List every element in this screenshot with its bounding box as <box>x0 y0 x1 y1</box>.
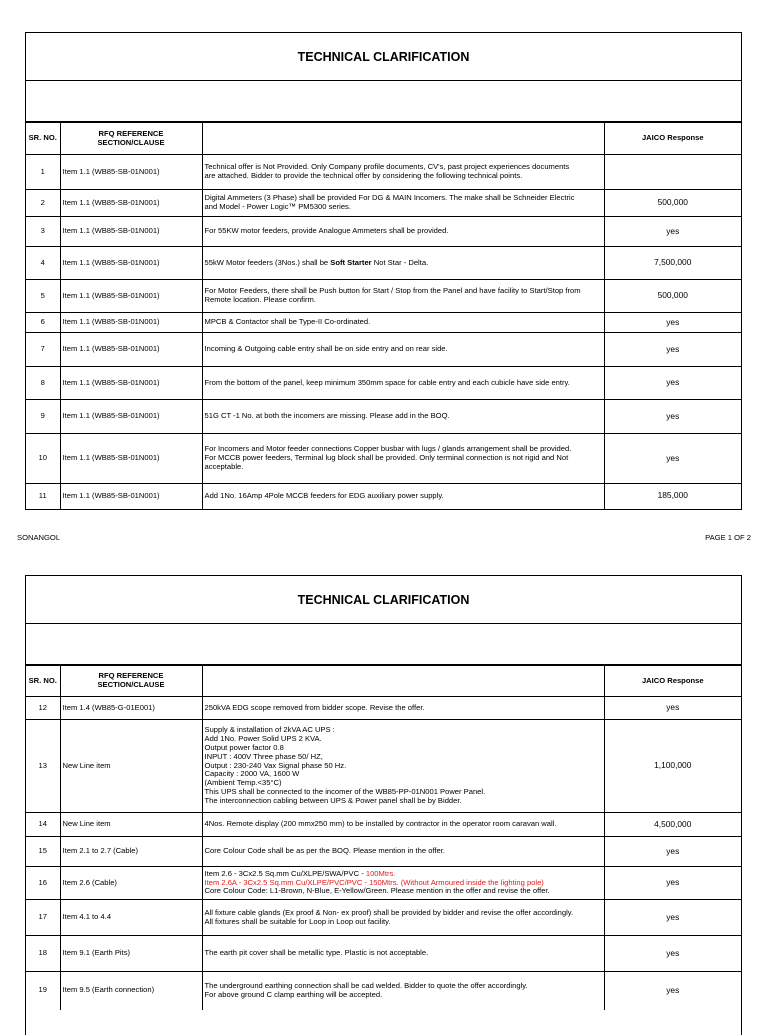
description-text: Core Colour Code: L1-Brown, N-Blue, E-Yellow/Green. Please mention in the offer and revise the offer. <box>204 886 550 896</box>
row-jaico-response: yes <box>604 972 741 1010</box>
description-text: The underground earthing connection shall be cad welded. Bidder to quote the offer accordingly. <box>204 980 528 990</box>
table-row <box>26 484 741 509</box>
row-sr-no: 3 <box>26 217 60 247</box>
description-line <box>205 991 603 1000</box>
row-jaico-response: yes <box>604 400 741 434</box>
description-text: Incoming & Outgoing cable entry shall be on side entry and on rear side. <box>204 344 448 354</box>
description-text: 250kVA EDG scope removed from bidder scope. Revise the offer. <box>204 702 425 712</box>
row-sr-no: 7 <box>26 333 60 367</box>
row-rfq-reference: Item 2.1 to 2.7 (Cable) <box>60 837 202 867</box>
footer-left: SONANGOL <box>17 533 61 542</box>
row-jaico-response: yes <box>604 697 741 720</box>
row-jaico-response: 500,000 <box>604 190 741 217</box>
table-row <box>26 972 741 1010</box>
col-header-sr: SR. NO. <box>26 123 60 155</box>
description-text: 51G CT -1 No. at both the incomers are missing. Please add in the BOQ. <box>204 411 450 421</box>
description-text: Add 1No. 16Amp 4Pole MCCB feeders for EDG auxiliary power supply. <box>204 490 444 500</box>
footer-right: PAGE 1 OF 2 <box>705 533 751 542</box>
description-line <box>205 259 603 268</box>
description-line <box>205 704 603 713</box>
row-rfq-reference: Item 2.6 (Cable) <box>60 867 202 900</box>
row-rfq-reference: Item 1.1 (WB85-SB-01N001) <box>60 400 202 434</box>
row-jaico-response: 4,500,000 <box>604 813 741 837</box>
description-line <box>205 820 603 829</box>
col-header-response: JAICO Response <box>604 666 741 697</box>
row-sr-no: 9 <box>26 400 60 434</box>
table-row <box>26 813 741 837</box>
row-sr-no: 1 <box>26 155 60 190</box>
row-jaico-response: yes <box>604 837 741 867</box>
description-text: For Incomers and Motor feeder connections Copper busbar with lugs / glands arrangement shall be provided. <box>204 444 572 454</box>
row-description <box>202 936 604 972</box>
description-text: All fixtures shall be suitable for Loop in Loop out facility. <box>204 916 391 926</box>
row-sr-no: 4 <box>26 247 60 280</box>
col-header-response: JAICO Response <box>604 123 741 155</box>
row-description <box>202 155 604 190</box>
row-rfq-reference: Item 4.1 to 4.4 <box>60 900 202 936</box>
row-rfq-reference: Item 1.1 (WB85-SB-01N001) <box>60 155 202 190</box>
row-rfq-reference: Item 1.1 (WB85-SB-01N001) <box>60 434 202 484</box>
table-row <box>26 367 741 400</box>
description-text: (Ambient Temp.<35°C) <box>204 778 282 788</box>
row-rfq-reference: Item 9.1 (Earth Pits) <box>60 936 202 972</box>
row-rfq-reference: Item 1.1 (WB85-SB-01N001) <box>60 280 202 313</box>
table-row <box>26 280 741 313</box>
description-text: The earth pit cover shall be metallic type. Plastic is not acceptable. <box>204 948 429 958</box>
description-line <box>205 918 603 927</box>
description-line <box>205 172 603 181</box>
table-row <box>26 936 741 972</box>
row-jaico-response: yes <box>604 900 741 936</box>
row-description <box>202 720 604 813</box>
table-row <box>26 900 741 936</box>
clarification-table <box>26 665 741 1010</box>
description-text: For 55KW motor feeders, provide Analogue Ammeters shall be provided. <box>204 226 449 236</box>
table-row <box>26 400 741 434</box>
table-row <box>26 247 741 280</box>
row-description <box>202 972 604 1010</box>
description-text: MPCB & Contactor shall be Type-II Co-ordinated. <box>204 317 371 327</box>
row-description <box>202 247 604 280</box>
row-rfq-reference: New Line item <box>60 720 202 813</box>
row-jaico-response <box>604 155 741 190</box>
description-line <box>205 492 603 501</box>
description-text: Output power factor 0.8 <box>204 742 284 752</box>
description-text: Item 2.6 - 3Cx2.5 Sq.mm Cu/XLPE/SWA/PVC - <box>204 868 366 878</box>
row-sr-no: 12 <box>26 697 60 720</box>
row-description <box>202 367 604 400</box>
row-sr-no: 5 <box>26 280 60 313</box>
row-sr-no: 19 <box>26 972 60 1010</box>
description-text: This UPS shall be connected to the incomer of the WB85-PP-01N001 Power Panel. <box>204 787 486 797</box>
description-text: For above ground C clamp earthing will be accepted. <box>204 989 383 999</box>
description-line <box>205 887 603 896</box>
description-text: are attached. Bidder to provide the technical offer by considering the following technical points. <box>204 171 523 180</box>
row-jaico-response: yes <box>604 313 741 333</box>
row-jaico-response: yes <box>604 367 741 400</box>
table-row <box>26 217 741 247</box>
page-1 <box>25 32 742 510</box>
description-text: Capacity : 2000 VA, 1600 W <box>204 769 300 779</box>
row-sr-no: 16 <box>26 867 60 900</box>
table-row <box>26 697 741 720</box>
description-line <box>205 345 603 354</box>
row-jaico-response: 1,100,000 <box>604 720 741 813</box>
table-row <box>26 720 741 813</box>
row-description <box>202 900 604 936</box>
row-sr-no: 17 <box>26 900 60 936</box>
row-jaico-response: 7,500,000 <box>604 247 741 280</box>
row-sr-no: 15 <box>26 837 60 867</box>
row-sr-no: 13 <box>26 720 60 813</box>
row-description <box>202 313 604 333</box>
description-text: INPUT : 400V Three phase 50/ HZ, <box>204 751 323 761</box>
table-body <box>26 697 741 1010</box>
row-jaico-response: yes <box>604 936 741 972</box>
description-line <box>205 227 603 236</box>
row-description <box>202 697 604 720</box>
row-jaico-response: yes <box>604 333 741 367</box>
row-rfq-reference: Item 1.1 (WB85-SB-01N001) <box>60 484 202 509</box>
table-row <box>26 837 741 867</box>
description-line <box>205 379 603 388</box>
table-row <box>26 313 741 333</box>
table-header-row <box>26 123 741 155</box>
row-description <box>202 190 604 217</box>
blank-header-row <box>26 81 741 122</box>
row-rfq-reference: Item 9.5 (Earth connection) <box>60 972 202 1010</box>
table-row <box>26 867 741 900</box>
description-line <box>205 296 603 305</box>
table-row <box>26 155 741 190</box>
row-description <box>202 837 604 867</box>
col-header-sr: SR. NO. <box>26 666 60 697</box>
row-sr-no: 10 <box>26 434 60 484</box>
description-line <box>205 454 603 463</box>
row-description <box>202 867 604 900</box>
description-line <box>205 847 603 856</box>
description-text: The interconnection cabling between UPS & Power panel shall be by Bidder. <box>204 796 462 806</box>
description-line <box>205 797 603 806</box>
row-description <box>202 484 604 509</box>
description-line <box>205 949 603 958</box>
description-line <box>205 203 603 212</box>
description-text: Core Colour Code shall be as per the BOQ. Please mention in the offer. <box>204 846 445 856</box>
table-row <box>26 434 741 484</box>
row-jaico-response: yes <box>604 867 741 900</box>
col-header-ref: RFQ REFERENCE SECTION/CLAUSE <box>60 666 202 697</box>
description-text: Soft Starter <box>330 257 372 267</box>
page-title: TECHNICAL CLARIFICATION <box>26 33 741 81</box>
description-text: acceptable. <box>204 461 244 471</box>
row-description <box>202 333 604 367</box>
row-jaico-response: yes <box>604 434 741 484</box>
description-line <box>205 463 603 472</box>
description-text: From the bottom of the panel, keep minimum 350mm space for cable entry and each cubicle have side entry. <box>204 377 570 387</box>
description-text: Item 2.6A - 3Cx2.5 Sq.mm Cu/XLPE/PVC/PVC - 150Mtrs. (Without Armoured inside the lighting pole) <box>204 877 544 887</box>
row-description <box>202 434 604 484</box>
description-text: For MCCB power feeders, Terminal lug block shall be provided. Only terminal connection is not rigid and Not <box>204 453 569 463</box>
table-row <box>26 190 741 217</box>
description-text: and Model - Power Logic™ PM5300 series. <box>204 202 351 211</box>
row-rfq-reference: New Line item <box>60 813 202 837</box>
row-description <box>202 813 604 837</box>
table-body <box>26 155 741 509</box>
description-text: Output : 230-240 Vax Signal phase 50 Hz. <box>204 760 347 770</box>
description-text: Technical offer is Not Provided. Only Company profile documents, CV's, past project experiences documents <box>204 162 570 172</box>
row-rfq-reference: Item 1.1 (WB85-SB-01N001) <box>60 367 202 400</box>
description-text: Digital Ammeters (3 Phase) shall be provided For DG & MAIN Incomers. The make shall be Schneider Electric <box>204 193 575 203</box>
row-rfq-reference: Item 1.4 (WB85-G-01E001) <box>60 697 202 720</box>
row-rfq-reference: Item 1.1 (WB85-SB-01N001) <box>60 313 202 333</box>
page-title: TECHNICAL CLARIFICATION <box>26 576 741 624</box>
row-jaico-response: 500,000 <box>604 280 741 313</box>
description-text: Supply & installation of 2kVA AC UPS : <box>204 724 335 734</box>
row-rfq-reference: Item 1.1 (WB85-SB-01N001) <box>60 190 202 217</box>
row-description <box>202 217 604 247</box>
description-text: 55kW Motor feeders (3Nos.) shall be <box>204 257 331 267</box>
row-jaico-response: yes <box>604 217 741 247</box>
col-header-ref: RFQ REFERENCE SECTION/CLAUSE <box>60 123 202 155</box>
description-text: For Motor Feeders, there shall be Push button for Start / Stop from the Panel and have facility to Start/Stop from <box>204 286 581 296</box>
row-jaico-response: 185,000 <box>604 484 741 509</box>
row-description <box>202 280 604 313</box>
col-header-desc <box>202 666 604 697</box>
row-sr-no: 2 <box>26 190 60 217</box>
description-text: All fixture cable glands (Ex proof & Non- ex proof) shall be provided by bidder and revise the offer accordingly. <box>204 907 574 917</box>
description-text: 4Nos. Remote display (200 mmx250 mm) to be installed by contractor in the operator room caravan wall. <box>204 819 557 829</box>
row-rfq-reference: Item 1.1 (WB85-SB-01N001) <box>60 217 202 247</box>
description-line <box>205 318 603 327</box>
description-text: Remote location. Please confirm. <box>204 295 316 304</box>
row-sr-no: 14 <box>26 813 60 837</box>
table-header-row <box>26 666 741 697</box>
row-sr-no: 6 <box>26 313 60 333</box>
description-line <box>205 412 603 421</box>
row-description <box>202 400 604 434</box>
description-text: 100Mtrs. <box>365 868 396 878</box>
clarification-table <box>26 122 741 509</box>
description-text: Not Star - Delta. <box>371 257 429 267</box>
blank-header-row <box>26 624 741 665</box>
table-row <box>26 333 741 367</box>
row-sr-no: 11 <box>26 484 60 509</box>
col-header-desc <box>202 123 604 155</box>
page-2 <box>25 575 742 1035</box>
description-text: Add 1No. Power Solid UPS 2 KVA. <box>204 733 322 743</box>
row-rfq-reference: Item 1.1 (WB85-SB-01N001) <box>60 333 202 367</box>
row-sr-no: 8 <box>26 367 60 400</box>
row-rfq-reference: Item 1.1 (WB85-SB-01N001) <box>60 247 202 280</box>
row-sr-no: 18 <box>26 936 60 972</box>
